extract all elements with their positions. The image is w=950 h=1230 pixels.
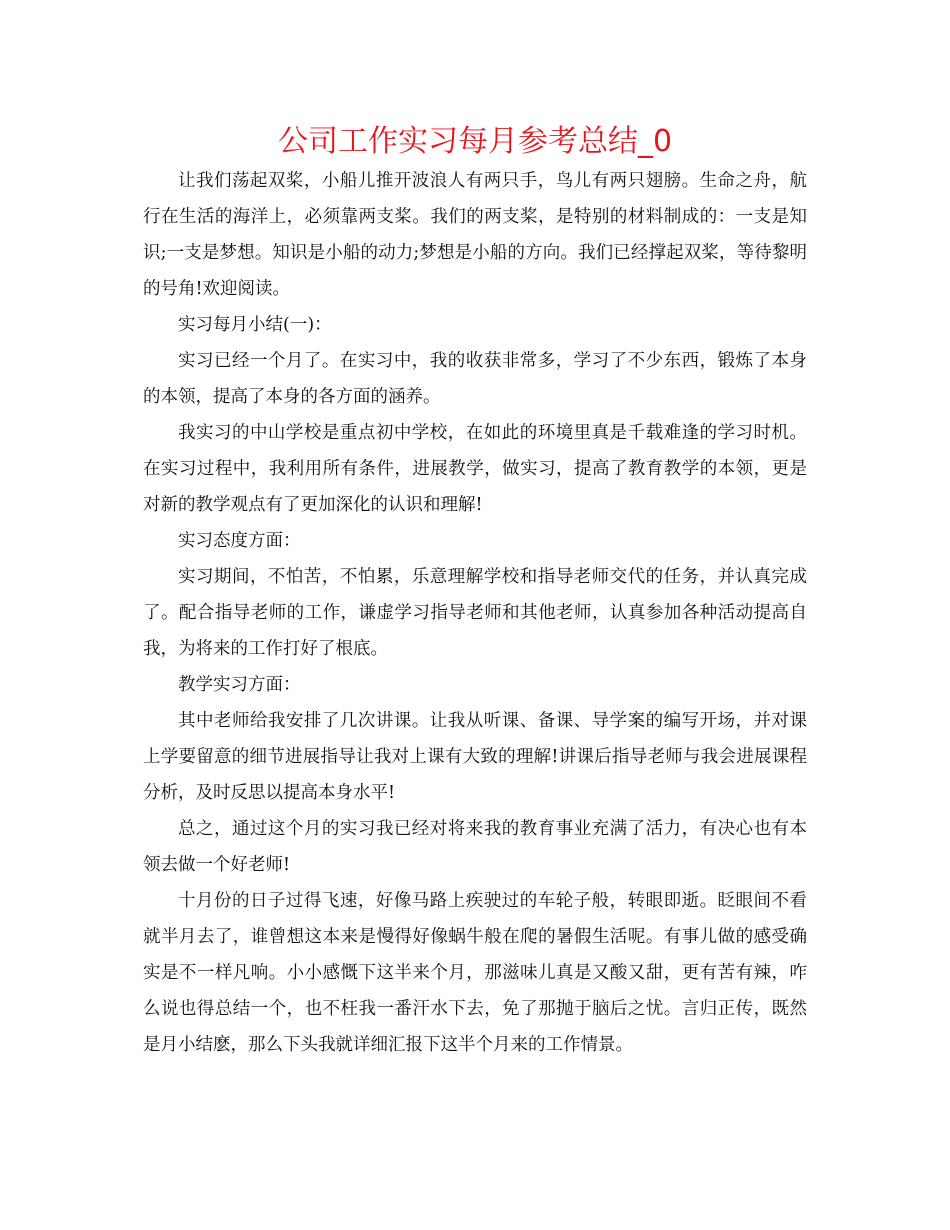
paragraph-october: 十月份的日子过得飞速，好像马路上疾驶过的车轮子般，转眼即逝。眨眼间不看就半月去了，谁曾想这本来是慢得好像蜗牛般在爬的暑假生活呢。有事儿做的感受确实是不一样凡响。小小感慨下这半来个月，那滋味儿真是又酸又甜，更有苦有辣，咋么说也得总结一个，也不枉我一番汗水下去，免了那抛于脑后之忧。言归正传，既然是月小结麽，那么下头我就详细汇报下这半个月来的工作情景。 bbox=[143, 891, 807, 1055]
paragraph-teaching: 其中老师给我安排了几次讲课。让我从听课、备课、导学案的编写开场，并对课上学要留意的细节进展指导让我对上课有大致的理解!讲课后指导老师与我会进展课程分析，及时反思以提高本身水平! bbox=[143, 711, 807, 803]
paragraph-school: 我实习的中山学校是重点初中学校，在如此的环境里真是千载难逢的学习时机。在实习过程中，我利用所有条件，进展教学，做实习，提高了教育教学的本领，更是对新的教学观点有了更加深化的认识和理解! bbox=[143, 423, 807, 515]
document-title: 公司工作实习每月参考总结_0 bbox=[277, 124, 673, 159]
paragraph-intro: 让我们荡起双桨，小船儿推开波浪人有两只手，鸟儿有两只翅膀。生命之舟，航行在生活的海洋上，必须靠两支桨。我们的两支桨，是特别的材料制成的：一支是知识;一支是梦想。知识是小船的动力;梦想是小船的方向。我们已经撑起双桨，等待黎明的号角!欢迎阅读。 bbox=[143, 171, 807, 299]
paragraph-conclusion: 总之，通过这个月的实习我已经对将来我的教育事业充满了活力，有决心也有本领去做一个好老师! bbox=[143, 819, 807, 875]
section-heading-monthly-summary: 实习每月小结(一)： bbox=[178, 315, 332, 335]
paragraph-attitude: 实习期间，不怕苦，不怕累，乐意理解学校和指导老师交代的任务，并认真完成了。配合指导老师的工作，谦虚学习指导老师和其他老师，认真参加各种活动提高自我，为将来的工作打好了根底。 bbox=[143, 567, 807, 659]
section-heading-attitude: 实习态度方面： bbox=[178, 531, 301, 551]
document-body bbox=[143, 163, 807, 1063]
section-heading-teaching: 教学实习方面： bbox=[178, 675, 301, 695]
paragraph-one-month: 实习已经一个月了。在实习中，我的收获非常多，学习了不少东西，锻炼了本身的本领，提高了本身的各方面的涵养。 bbox=[143, 351, 807, 407]
